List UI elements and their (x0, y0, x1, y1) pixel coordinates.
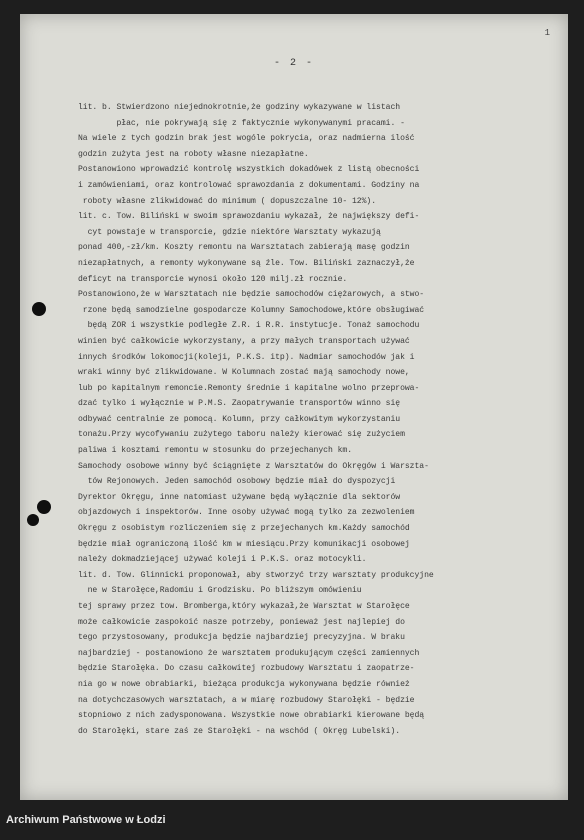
text-line: lit. b. Stwierdzono niejednokrotnie,że godziny wykazywane w listach (78, 103, 401, 112)
text-line: Na wiele z tych godzin brak jest wogóle pokrycia, oraz nadmierna ilość (78, 134, 415, 144)
punch-hole (27, 514, 39, 526)
text-line: rzone będą samodzielne gospodarcze Kolumny Samochodowe,które obsługiwać (78, 305, 425, 315)
text-line: Dyrektor Okręgu, inne natomiast używane będą wyłącznie dla sektorów (78, 492, 401, 502)
text-line: lit. c. Tow. Biliński w swoim sprawozdaniu wykazał, że największy defi- (78, 212, 420, 222)
text-line: i zamówieniami, oraz kontrolować sprawozdania z dokumentami. Godziny na (78, 180, 420, 190)
text-line: będzie Starołęka. Do czasu całkowitej rozbudowy Warsztatu i zaopatrze- (78, 664, 415, 674)
text-line: najbardziej - postanowiono że warsztatem produkującym części zamiennych (78, 648, 420, 658)
text-line: roboty własne zlikwidować do minimum ( dopuszczalne 10- 12%). (78, 196, 377, 206)
text-line: innych środków lokomocji(koleji, P.K.S. itp). Nadmiar samochodów jak i (78, 352, 415, 362)
text-line: lub po kapitalnym remoncie.Remonty średnie i kapitalne wolno przeprowa- (78, 383, 420, 393)
text-line: lit. d. Tow. Glinnicki proponował, aby stworzyć trzy warsztaty produkcyjne (78, 570, 434, 580)
text-line: Postanowiono,że w Warsztatach nie będzie samochodów ciężarowych, a stwo- (78, 290, 425, 300)
text-line: do Starołęki, stare zaś ze Starołęki - na wschód ( Okręg Lubelski). (78, 726, 401, 736)
text-line: wraki winny być zlikwidowane. W Kolumnach zostać mają samochody nowe, (78, 368, 410, 378)
punch-hole (32, 302, 46, 316)
document-body (78, 100, 584, 739)
text-line: Okręgu z osobistym rozliczeniem się z przejechanych km.Każdy samochód (78, 524, 410, 534)
text-line: objazdowych i inspektorów. Inne osoby używać mogą tylko za zezwoleniem (78, 508, 415, 518)
text-line: będzie miał ograniczoną ilość km w miesiącu.Przy komunikacji osobowej (78, 539, 410, 549)
text-line: deficyt na transporcie wynosi około 120 milj.zł rocznie. (78, 274, 348, 284)
archive-label: Archiwum Państwowe w Łodzi (6, 814, 166, 826)
text-line: nia go w nowe obrabiarki, bieżąca produkcja wykonywana będzie również (78, 679, 410, 689)
text-line: będą ZOR i wszystkie podległe Z.R. i R.R. instytucje. Tonaż samochodu (78, 321, 420, 331)
page-number: - 2 - (273, 58, 314, 69)
punch-hole (37, 500, 51, 514)
text-line: tów Rejonowych. Jeden samochód osobowy będzie miał do dyspozycji (78, 477, 396, 487)
text-line: tego przystosowany, produkcja będzie najbardziej precyzyjna. W braku (78, 633, 405, 643)
text-line: paliwa i kosztami remontu w stosunku do przejechanych km. (78, 446, 353, 456)
text-line: niezapłatnych, a remonty wykonywane są źle. Tow. Biliński zaznaczył,że (78, 258, 415, 268)
text-line: odbywać centralnie ze pomocą. Kolumn, przy całkowitym wykorzystaniu (78, 414, 401, 424)
archive-footer (0, 808, 584, 840)
text-line: Samochody osobowe winny być ściągnięte z Warsztatów do Okręgów i Warszta- (78, 461, 429, 471)
text-line: płac, nie pokrywają się z faktycznie wykonywanymi pracami. - (78, 118, 405, 128)
text-line: ponad 400,-zł/km. Koszty remontu na Warsztatach zabierają masę godzin (78, 243, 410, 253)
text-line: winien być całkowicie wykorzystany, a przy małych transportach używać (78, 336, 410, 346)
text-line: może całkowicie zaspokoić nasze potrzeby, ponieważ jest najlepiej do (78, 617, 405, 627)
text-line: dzać tylko i wyłącznie w P.M.S. Zaopatrywanie transportów winno się (78, 399, 401, 409)
text-line: godzin zużyta jest na roboty własne niezapłatne. (78, 149, 309, 159)
text-line: na dotychczasowych warsztatach, a w miarę rozbudowy Starołęki - będzie (78, 695, 415, 705)
document-page (20, 14, 568, 800)
text-line: cyt powstaje w transporcie, gdzie niektóre Warsztaty wykazują (78, 227, 381, 237)
text-line: tonażu.Przy wycofywaniu zużytego taboru należy kierować się zużyciem (78, 430, 405, 440)
text-line: należy dokmadziejącej używać koleji i P.K.S. oraz motocykli. (78, 555, 367, 565)
text-line: stopniowo z nich zadysponowana. Wszystkie nowe obrabiarki kierowane będą (78, 711, 425, 721)
text-line: Postanowiono wprowadzić kontrolę wszystkich dokadówek z listą obecności (78, 165, 420, 175)
text-line: ne w Starołęce,Radomiu i Grodzisku. Po bliższym omówieniu (78, 586, 362, 596)
scan-border (0, 0, 20, 808)
text-line: tej sprawy przez tow. Bromberga,który wykazał,że Warsztat w Starołęce (78, 602, 410, 611)
corner-mark: 1 (544, 28, 550, 38)
